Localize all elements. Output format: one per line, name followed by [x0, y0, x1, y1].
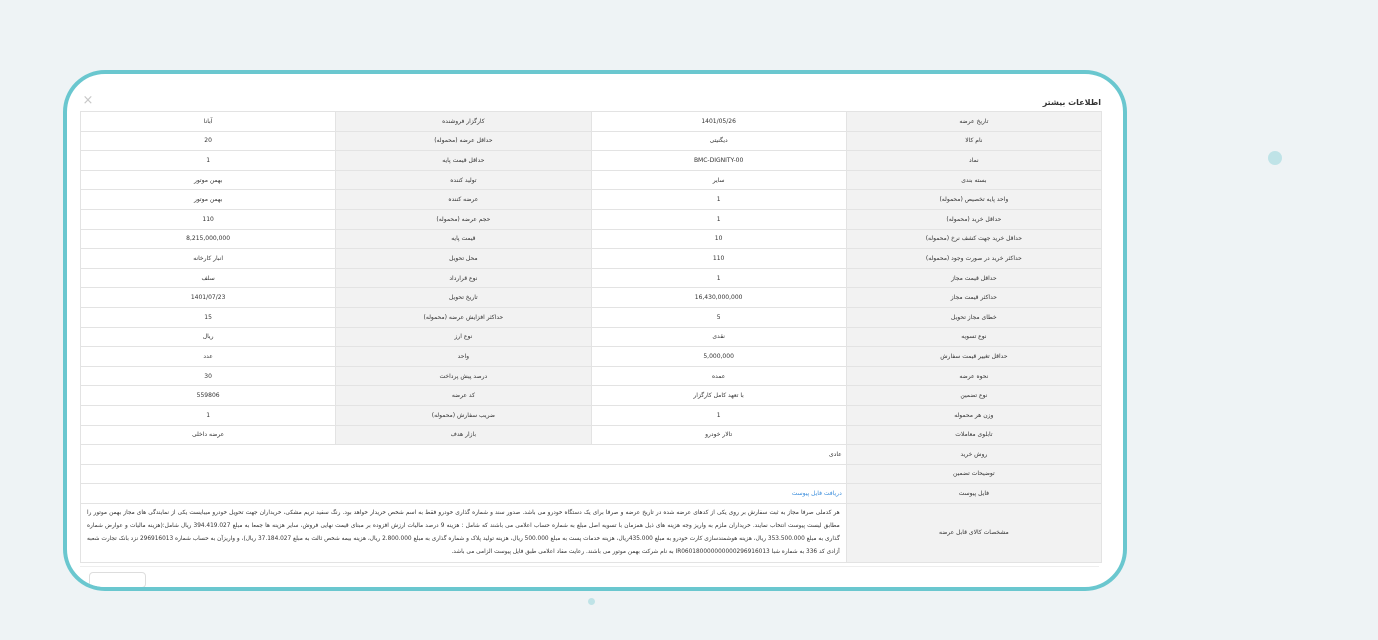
field-label: حداقل خرید (محموله): [846, 209, 1101, 229]
table-row-guarantee-desc: [81, 464, 1102, 484]
field-value: 110: [591, 249, 846, 269]
field-label: عرضه کننده: [336, 190, 591, 210]
field-label: واحد پایه تخصیص (محموله): [846, 190, 1101, 210]
field-label: تولید کننده: [336, 170, 591, 190]
table-row: [81, 307, 1102, 327]
field-value: سلف: [81, 268, 336, 288]
modal-title: اطلاعات بیشتر: [1042, 98, 1101, 107]
close-icon[interactable]: ×: [82, 93, 94, 108]
field-label: حداکثر قیمت مجاز: [846, 288, 1101, 308]
decorative-dot: [1268, 151, 1282, 165]
field-value: بهمن موتور: [81, 170, 336, 190]
table-row: [81, 151, 1102, 171]
field-value: 1401/05/26: [591, 112, 846, 132]
table-row: [81, 405, 1102, 425]
field-label: حداقل قیمت مجاز: [846, 268, 1101, 288]
field-value: 20: [81, 131, 336, 151]
field-value: 1: [591, 268, 846, 288]
field-label: کد عرضه: [336, 386, 591, 406]
field-label: نوع قرارداد: [336, 268, 591, 288]
table-row-buy-method: [81, 445, 1102, 465]
attachment-label: فایل پیوست: [846, 484, 1101, 504]
field-value: تالار خودرو: [591, 425, 846, 445]
guarantee-desc-label: توضیحات تضمین: [846, 464, 1101, 484]
field-value: عرضه داخلی: [81, 425, 336, 445]
field-label: کارگزار فروشنده: [336, 112, 591, 132]
field-label: نوع تسویه: [846, 327, 1101, 347]
table-row: [81, 190, 1102, 210]
field-label: واحد: [336, 347, 591, 367]
device-frame: [63, 70, 1127, 591]
field-value: 1: [81, 151, 336, 171]
field-value: 1: [591, 405, 846, 425]
buy-method-label: روش خرید: [846, 445, 1101, 465]
field-label: درصد پیش پرداخت: [336, 366, 591, 386]
field-label: قیمت پایه: [336, 229, 591, 249]
field-value: سایر: [591, 170, 846, 190]
footer-divider: [80, 566, 1099, 567]
decorative-dot-small: [588, 598, 595, 605]
table-row-specs: [81, 503, 1102, 562]
field-value: 10: [591, 229, 846, 249]
field-value: بهمن موتور: [81, 190, 336, 210]
field-label: نماد: [846, 151, 1101, 171]
table-row: [81, 209, 1102, 229]
field-value: با تعهد کامل کارگزار: [591, 386, 846, 406]
table-row: [81, 229, 1102, 249]
field-label: نوع تضمین: [846, 386, 1101, 406]
buy-method-value: عادی: [81, 445, 847, 465]
field-label: محل تحویل: [336, 249, 591, 269]
field-value: 1: [591, 190, 846, 210]
field-label: نحوه عرضه: [846, 366, 1101, 386]
field-value: عدد: [81, 347, 336, 367]
field-label: بازار هدف: [336, 425, 591, 445]
field-value: 110: [81, 209, 336, 229]
field-value: آبانا: [81, 112, 336, 132]
field-label: حداقل تغییر قیمت سفارش: [846, 347, 1101, 367]
field-label: نوع ارز: [336, 327, 591, 347]
field-value: 8,215,000,000: [81, 229, 336, 249]
field-value: 559806: [81, 386, 336, 406]
table-row: [81, 170, 1102, 190]
field-label: نام کالا: [846, 131, 1101, 151]
field-value: ریال: [81, 327, 336, 347]
table-row: [81, 112, 1102, 132]
field-label: حداقل قیمت پایه: [336, 151, 591, 171]
table-row: [81, 366, 1102, 386]
table-row: [81, 288, 1102, 308]
field-label: تابلوی معاملات: [846, 425, 1101, 445]
table-row: [81, 347, 1102, 367]
field-value: 1401/07/23: [81, 288, 336, 308]
field-value: عمده: [591, 366, 846, 386]
table-row: [81, 327, 1102, 347]
field-label: تاریخ تحویل: [336, 288, 591, 308]
field-value: انبار کارخانه: [81, 249, 336, 269]
field-label: حداقل خرید جهت کشف نرخ (محموله): [846, 229, 1101, 249]
field-value: 5: [591, 307, 846, 327]
field-label: تاریخ عرضه: [846, 112, 1101, 132]
field-label: وزن هر محموله: [846, 405, 1101, 425]
field-value: 16,430,000,000: [591, 288, 846, 308]
field-value: 15: [81, 307, 336, 327]
field-value: 1: [81, 405, 336, 425]
specs-label: مشخصات کالای قابل عرضه: [846, 503, 1101, 562]
table-row: [81, 386, 1102, 406]
field-label: حجم عرضه (محموله): [336, 209, 591, 229]
field-label: ضریب سفارش (محموله): [336, 405, 591, 425]
info-table: [80, 111, 1102, 563]
footer-button[interactable]: [89, 572, 146, 588]
table-row-attachment: [81, 484, 1102, 504]
table-row: [81, 131, 1102, 151]
field-value: 30: [81, 366, 336, 386]
field-value: BMC-DIGNITY-00: [591, 151, 846, 171]
field-label: بسته بندی: [846, 170, 1101, 190]
field-label: حداکثر افزایش عرضه (محموله): [336, 307, 591, 327]
field-value: 1: [591, 209, 846, 229]
field-label: خطای مجاز تحویل: [846, 307, 1101, 327]
field-label: حداکثر خرید در صورت وجود (محموله): [846, 249, 1101, 269]
download-attachment-link[interactable]: دریافت فایل پیوست: [791, 490, 842, 498]
specs-text: هر کدملی صرفا مجاز به ثبت سفارش بر روی یکی از کدهای عرضه شده در تاریخ عرضه و صرفا برای یک دستگاه خودرو می باشد. صدور سند و شماره گذاری خودرو فقط به اسم شخص خریدار خواهد بود. رنگ سفید تریم مشکی، خریداران جهت تحویل خودرو میبایست یکی از نمایندگی های مجاز بهمن موتور را مطابق لیست پیوست انتخاب نمایند. خریداران ملزم به واریز وجه هزینه های ذیل همزمان با تسویه اصل مبلغ به شماره حساب اعلامی می باشند که شامل : هزینه 9 درصد مالیات ارزش افزوده بر مبنای قیمت نهایی فروش، سایر هزینه ها جمعا به مبلغ 394.419.027 ریال شامل:(هزینه مالیات و عوارض شماره گذاری به مبلغ 353.500.000 ریال، هزینه هوشمندسازی کارت خودرو به مبلغ 435.000ریال، هزینه خدمات پست به مبلغ 500.000 ریال، هزینه تولید پلاک و شماره گذاری به مبلغ 2.800.000 ریال، هزینه بیمه شخص ثالث به مبلغ 37.184.027 ریال)، و واریزآن به حساب شماره 296916013 نزد بانک تجارت شعبه آزادی کد 336 به شماره شبا IR060180000000000296916013 به نام شرکت بهمن موتور می باشند. رعایت مفاد اعلامی طبق فایل پیوست الزامی می باشد.: [81, 503, 847, 562]
field-value: دیگنیتی: [591, 131, 846, 151]
table-row: [81, 249, 1102, 269]
table-row: [81, 425, 1102, 445]
field-value: نقدی: [591, 327, 846, 347]
guarantee-desc-value: [81, 464, 847, 484]
field-label: حداقل عرضه (محموله): [336, 131, 591, 151]
table-row: [81, 268, 1102, 288]
field-value: 5,000,000: [591, 347, 846, 367]
